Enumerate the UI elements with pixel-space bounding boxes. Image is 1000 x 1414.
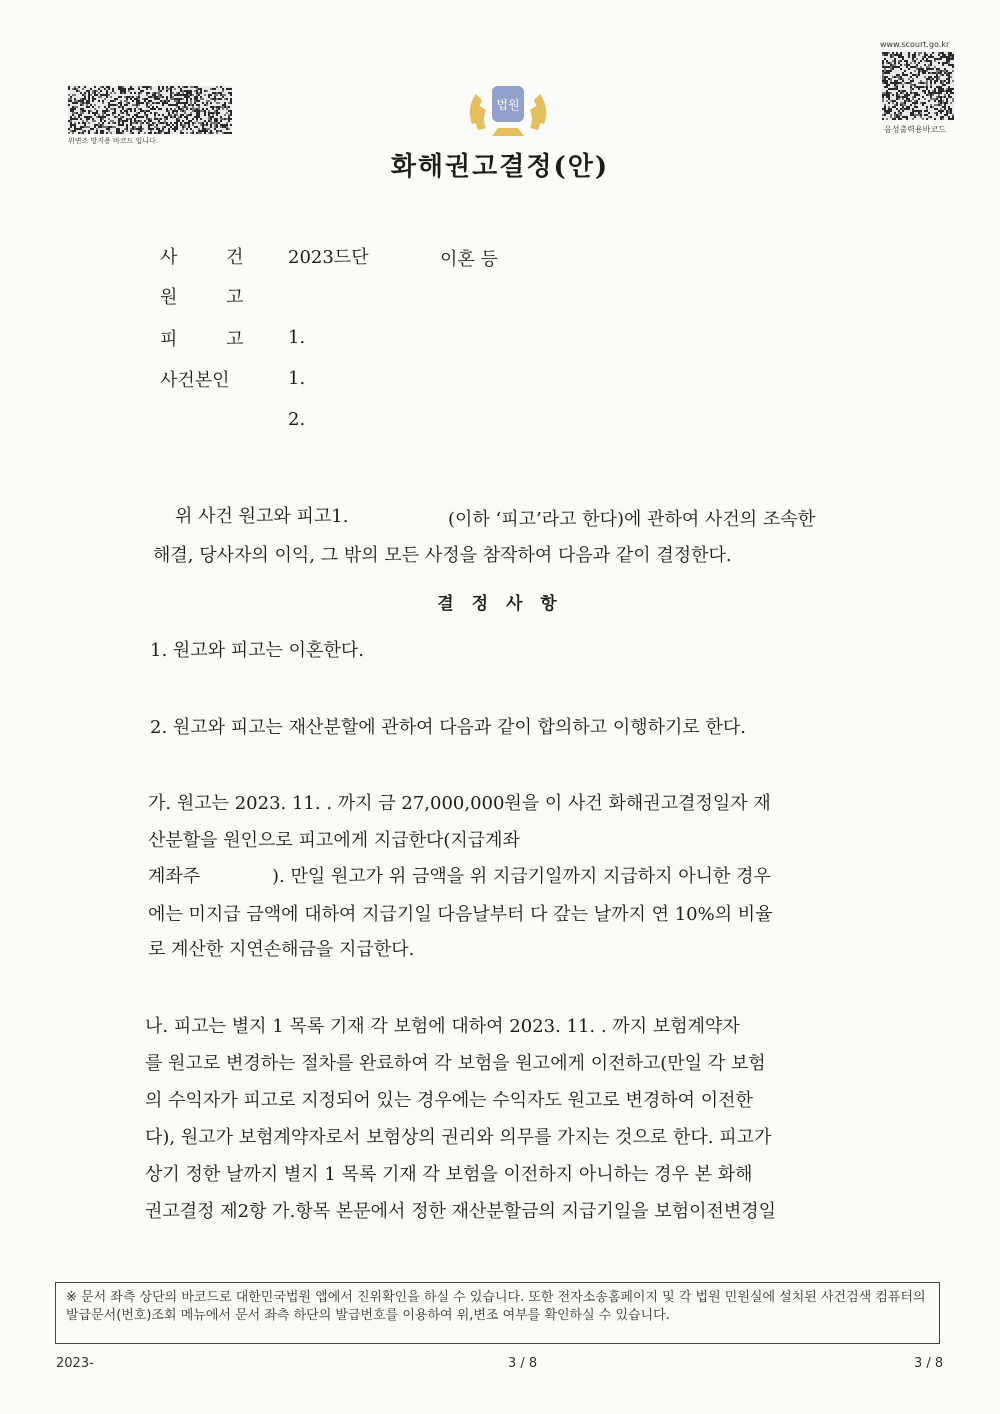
item-ga-line2: 산분할을 원인으로 피고에게 지급한다(지급계좌 <box>148 830 520 851</box>
verification-notice: ※ 문서 좌측 상단의 바코드로 대한민국법원 앱에서 진위확인을 하실 수 있습니다. 또한 전자소송홈페이지 및 각 법원 민원실에 설치된 사건검색 컴퓨터의 발급문서(번호)조회 메뉴에서 문서 좌측 하단의 발급번호를 이용하여 위,변조 여부를 확인하실 수 있습니다. <box>55 1282 940 1344</box>
intro-line2: 해결, 당사자의 이익, 그 밖의 모든 사정을 참작하여 다음과 같이 결정한다. <box>153 545 732 566</box>
case-name: 이혼 등 <box>440 249 498 270</box>
defendant-label-1: 피 <box>160 329 178 350</box>
plaintiff-label-1: 원 <box>160 287 178 308</box>
item-1: 1. 원고와 피고는 이혼한다. <box>150 640 364 661</box>
item-na-line6: 권고결정 제2항 가.항목 본문에서 정한 재산분할금의 지급기일을 보험이전변경일 <box>145 1201 777 1222</box>
item-na-line4: 다), 원고가 보험계약자로서 보험상의 권리와 의무를 가지는 것으로 한다. 피고가 <box>145 1127 772 1148</box>
document-title: 화해권고결정(안) <box>390 152 610 182</box>
item-ga-line3-a: 계좌주 <box>148 866 201 887</box>
principal-value-1: 1. <box>288 368 306 389</box>
item-na-line1: 나. 피고는 별지 1 목록 기재 각 보험에 대하여 2023. 11. . 까지 보험계약자 <box>145 1016 740 1037</box>
defendant-label-2: 고 <box>226 329 244 350</box>
qr-url: www.scourt.go.kr <box>880 40 950 49</box>
page-number-center: 3 / 8 <box>508 1356 538 1371</box>
case-number: 2023드단 <box>288 247 369 268</box>
decision-heading: 결 정 사 항 <box>437 594 563 614</box>
item-na-line2: 를 원고로 변경하는 절차를 완료하여 각 보험을 원고에게 이전하고(만일 각 보험 <box>145 1053 766 1074</box>
item-na-line5: 상기 정한 날까지 별지 1 목록 기재 각 보험을 이전하지 아니하는 경우 본 화해 <box>145 1164 753 1185</box>
item-ga-line5: 로 계산한 지연손해금을 지급한다. <box>148 939 415 960</box>
page-number-right: 3 / 8 <box>914 1356 944 1371</box>
plaintiff-label-2: 고 <box>226 287 244 308</box>
case-label-1: 사 <box>160 247 178 268</box>
emblem-text: 법원 <box>496 98 520 112</box>
item-ga-line3-b: ). 만일 원고가 위 금액을 위 지급기일까지 지급하지 아니한 경우 <box>272 866 771 887</box>
item-na-line3: 의 수익자가 피고로 지정되어 있는 경우에는 수익자도 원고로 변경하여 이전한 <box>145 1090 753 1111</box>
authentication-barcode <box>68 86 232 134</box>
barcode-note: 위변조 방지용 바코드 입니다. <box>68 137 159 145</box>
item-ga-line1: 가. 원고는 2023. 11. . 까지 금 27,000,000원을 이 사건 화해권고결정일자 재 <box>148 793 771 814</box>
voice-output-barcode <box>882 52 954 120</box>
case-label-2: 건 <box>226 247 244 268</box>
item-2: 2. 원고와 피고는 재산분할에 관하여 다음과 같이 합의하고 이행하기로 한다. <box>150 717 747 738</box>
intro-line1-b: (이하 ‘피고’라고 한다)에 관하여 사건의 조속한 <box>448 509 816 530</box>
court-emblem-icon <box>462 78 554 140</box>
principal-label: 사건본인 <box>160 370 230 391</box>
qr-note: 음성출력용바코드 <box>884 125 946 134</box>
item-ga-line4: 에는 미지급 금액에 대하여 지급기일 다음날부터 다 갚는 날까지 연 10%의 비율 <box>148 904 773 925</box>
defendant-value: 1. <box>288 327 306 348</box>
issue-number: 2023- <box>56 1356 94 1371</box>
principal-value-2: 2. <box>288 409 306 430</box>
intro-line1-a: 위 사건 원고와 피고1. <box>175 506 349 527</box>
